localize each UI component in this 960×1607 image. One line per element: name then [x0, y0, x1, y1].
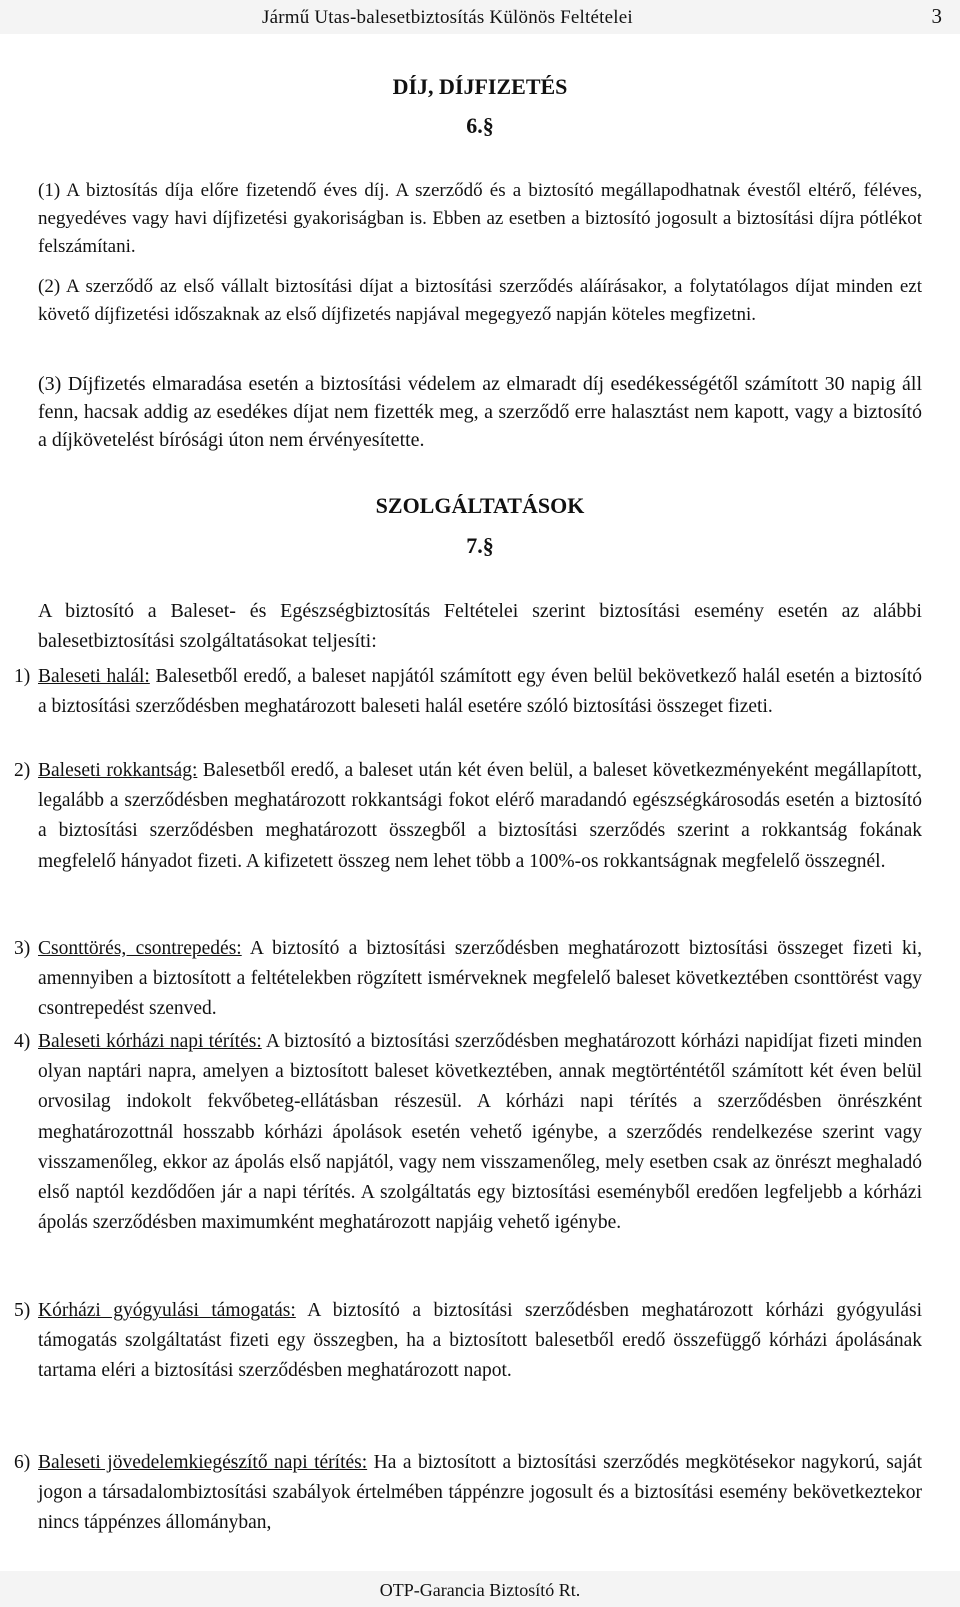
item-text: A biztosító a biztosítási szerződésben meghatározott kórházi napidíjat fizeti minden olyan naptári napra, amelyen a biztosított baleset következtében, annak megtörténtétől számított két éven belül orvosilag indokolt fekvőbeteg-ellátásban részesül. A kórházi napi térítés a szerződésben önrészként meghatározottnál hosszabb kórházi ápolások esetén vehető igénybe, a szerződés rendelkezése szerint vagy visszamenőleg, ekkor az ápolás első napjától, vagy nem visszamenőleg, mely esetben csak az önrészt meghaladó első naptól kezdődően jár a napi térítés. A szolgáltatás egy biztosítási eseményből eredően legfeljebb a kórházi ápolás szerződésben maximumként meghatározott napjáig vehető igénybe. [38, 1031, 922, 1234]
page-header [0, 0, 960, 34]
item-number: 1) [14, 666, 31, 687]
item-text: Balesetből eredő, a baleset után két éven belül, a baleset következményeként megállapított, legalább a szerződésben meghatározott rokkantsági fokot elérő maradandó egészségkárosodás esetén a biztosító a biztosítási szerződésben meghatározott összegből a biztosítási szerződés szerint a rokkantság fokának megfelelő hányadot fizeti. A kifizetett összeg nem lehet több a 100%-os rokkantságnak megfelelő összegnél. [38, 760, 922, 872]
paragraph-6-3: (3) Díjfizetés elmaradása esetén a biztosítási védelem az elmaradt díj esedékességétől számított 30 napig áll fenn, hacsak addig az esedékes díjat nem fizették meg, a szerződő erre halasztást nem kapott, vagy a biztosító a díjkövetelést bírósági úton nem érvényesítette. [38, 373, 922, 452]
section-title-dij: DÍJ, DÍJFIZETÉS [392, 74, 568, 99]
item-text: Balesetből eredő, a baleset napjától számított egy éven belül bekövetkező halál esetén a biztosító a biztosítási szerződésben meghatározott baleseti halál esetére szóló biztosítási összeget fizeti. [38, 666, 922, 718]
item-number: 5) [14, 1300, 31, 1321]
item-number: 6) [14, 1452, 31, 1473]
item-title: Baleseti halál: [38, 666, 150, 687]
item-number: 2) [14, 760, 31, 781]
list-item [14, 934, 922, 1025]
list-item [14, 1296, 922, 1387]
item-title: Baleseti jövedelemkiegészítő napi térítés: [38, 1452, 368, 1473]
list-item [14, 1027, 922, 1238]
section-7-intro: A biztosító a Baleset- és Egészségbiztosítás Feltételei szerint biztosítási esemény esetén az alábbi balesetbiztosítási szolgáltatásokat teljesíti: [38, 600, 922, 653]
item-title: Baleseti kórházi napi térítés: [38, 1031, 262, 1052]
list-item [14, 756, 922, 877]
item-title: Baleseti rokkantság: [38, 760, 198, 781]
item-number: 4) [14, 1031, 31, 1052]
page-footer [0, 1571, 960, 1607]
section-mark-6: 6.§ [466, 113, 494, 138]
item-text: A biztosító a biztosítási szerződésben meghatározott biztosítási összeget fizeti ki, amennyiben a biztosított a feltételekben rögzített ismérveknek megfelelő baleset következtében csonttörést vagy csontrepedést szenved. [38, 938, 923, 1020]
item-number: 3) [14, 938, 31, 959]
document-title: Jármű Utas-balesetbiztosítás Különös Feltételei [262, 7, 633, 28]
item-text: A biztosító a biztosítási szerződésben meghatározott kórházi gyógyulási támogatás szolgáltatást fizeti egy összegben, ha a biztosított balesetből eredő összefüggő kórházi ápolásának tartama eléri a biztosítási szerződésben meghatározott napot. [38, 1300, 923, 1382]
section-title-szolgaltatasok: SZOLGÁLTATÁSOK [375, 493, 585, 518]
item-text: Ha a biztosított a biztosítási szerződés megkötésekor nagykorú, saját jogon a társadalombiztosítási szabályok értelmében táppénzre jogosult és a biztosítási esemény bekövetkeztekor nincs táppénzes állományban, [38, 1452, 922, 1534]
footer-company: OTP-Garancia Biztosító Rt. [379, 1580, 581, 1600]
paragraph-6-2: (2) A szerződő az első vállalt biztosítási díjat a biztosítási szerződés aláírásakor, a folytatólagos díjat minden ezt követő díjfizetési időszaknak az első díjfizetés napjával megegyező napján köteles megfizetni. [38, 276, 922, 326]
paragraph-6-1: (1) A biztosítás díja előre fizetendő éves díj. A szerződő és a biztosító megállapodhatnak évestől eltérő, féléves, negyedéves vagy havi díjfizetési gyakoriságban is. Ebben az esetben a biztosító jogosult a biztosítási díjra pótlékot felszámítani. [38, 180, 922, 258]
page-number: 3 [931, 4, 942, 28]
item-title: Csonttörés, csontrepedés: [38, 938, 242, 959]
list-item [14, 662, 922, 722]
section-mark-7: 7.§ [466, 533, 494, 558]
list-item [14, 1448, 922, 1539]
item-title: Kórházi gyógyulási támogatás: [38, 1300, 296, 1321]
